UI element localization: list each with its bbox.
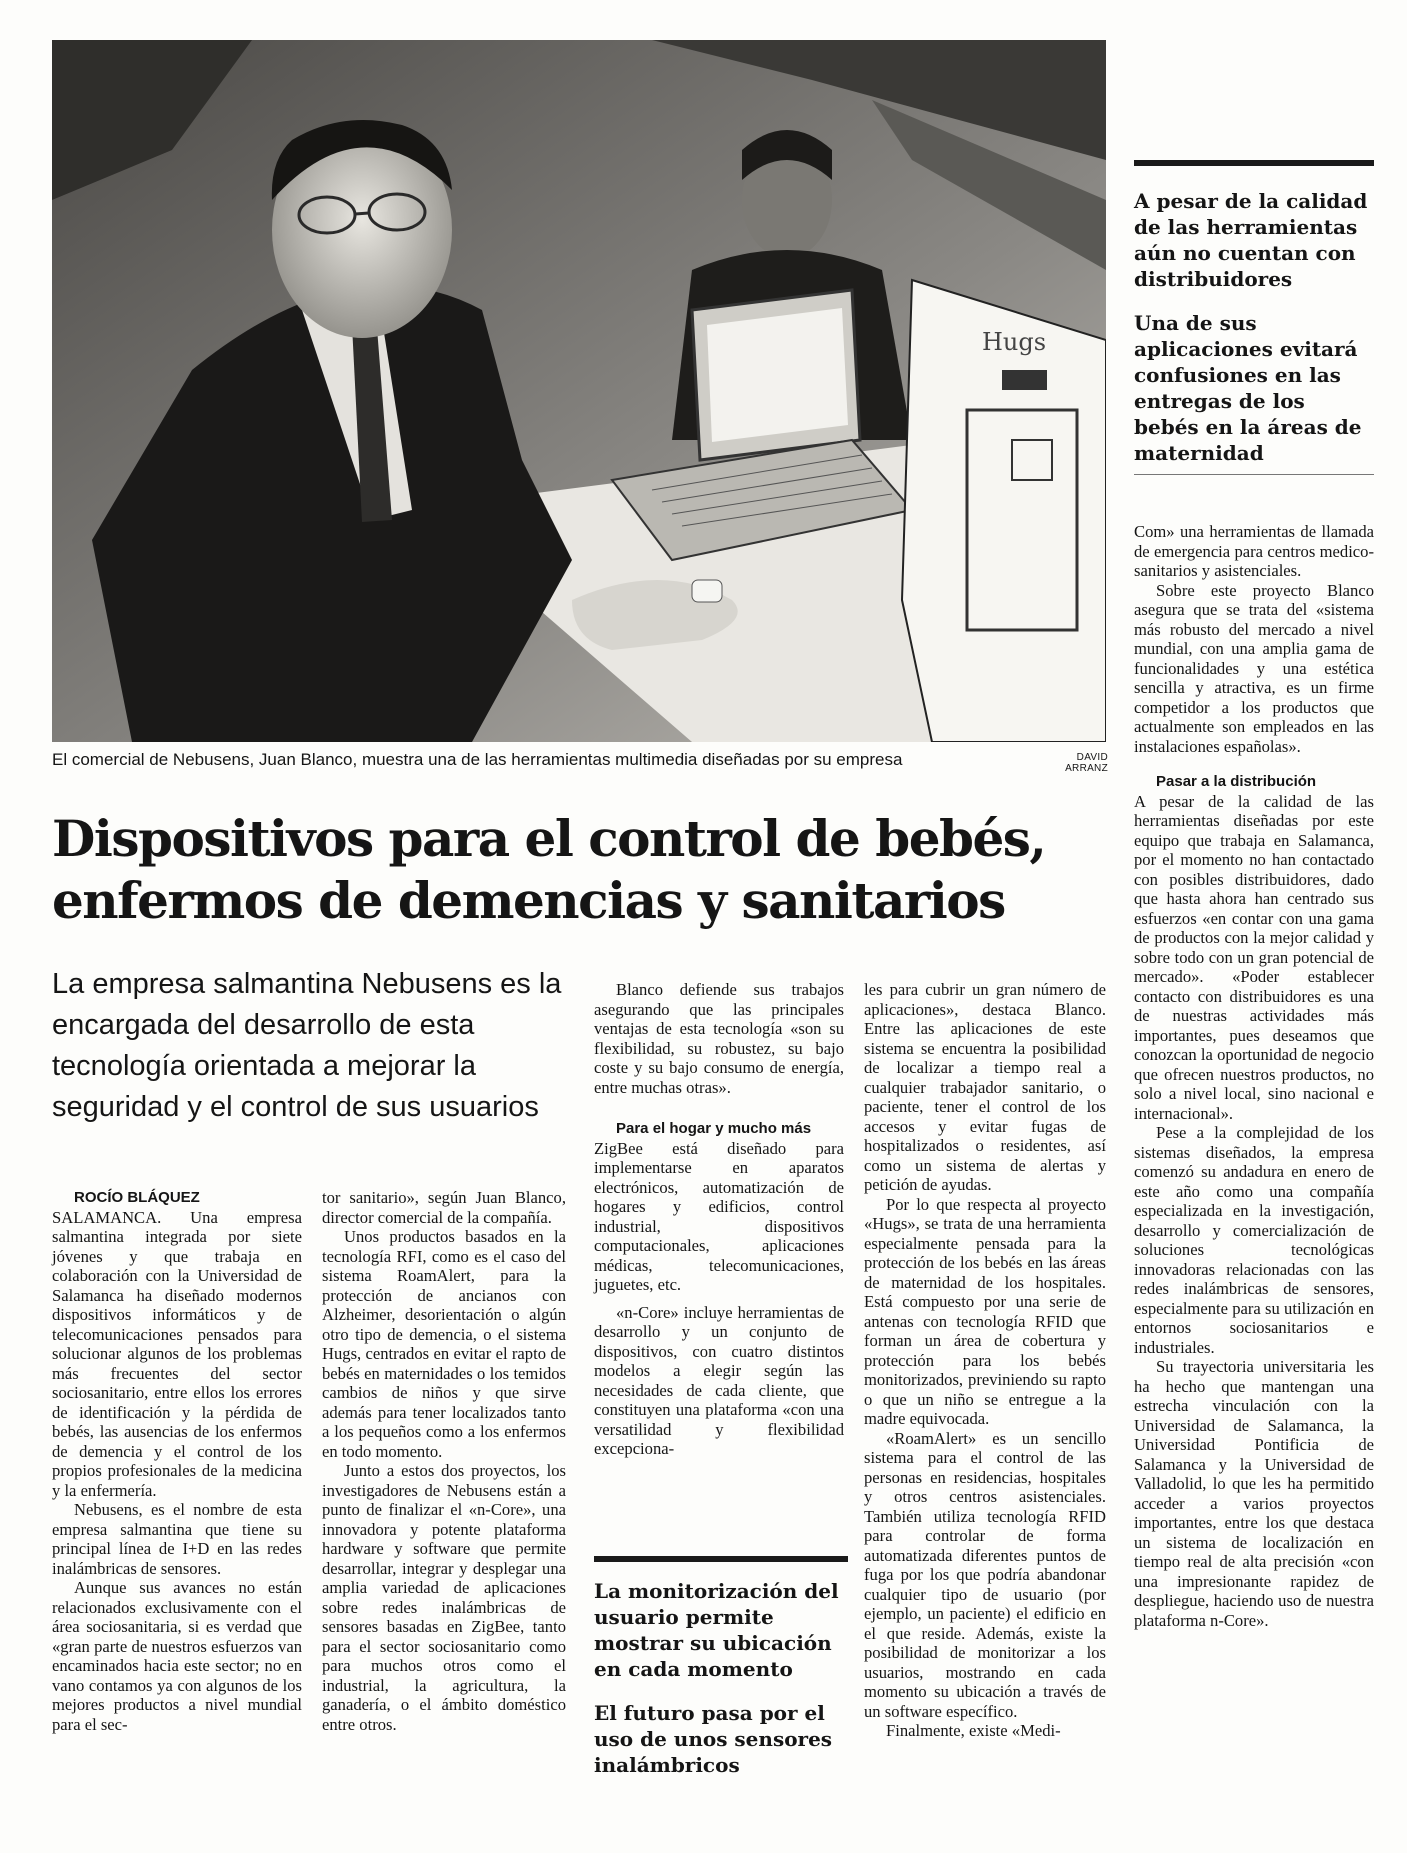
paragraph: tor sanitario», según Juan Blanco, director comercial de la compañía.	[322, 1188, 566, 1227]
paragraph: «n-Core» incluye herramientas de desarrollo y un conjunto de dispositivos, con cuatro distintos modelos a elegir según las necesidades de cada cliente, que constituyen una plataforma «con una versatilidad y flexibilidad excepciona-	[594, 1302, 844, 1458]
paragraph: Unos productos basados en la tecnología RFI, como es el caso del sistema RoamAlert, para la protección de ancianos con Alzheimer, desorientación o algún otro tipo de demencia, o el sistema Hugs, centrados en evitar el rapto de bebés en maternidades o los temidos cambios de niños y que sirve además para tener localizados tanto a los pequeños como a los enfermos en todo momento.	[322, 1227, 566, 1461]
pullquote-box	[594, 1578, 848, 1796]
column-3	[594, 980, 844, 1459]
paragraph: Junto a estos dos proyectos, los investigadores de Nebusens están a punto de finalizar el «n-Core», una innovadora y potente plataforma hardware y software que permite desarrollar, integrar y desplegar una amplia variedad de aplicaciones sobre redes inalámbricas de sensores basadas en ZigBee, tanto para el sector sociosanitario como para muchos otros como el industrial, la agricultura, la ganadería, o el ámbito doméstico entre otros.	[322, 1461, 566, 1734]
column-5	[1134, 522, 1374, 1630]
byline: ROCÍO BLÁQUEZ	[74, 1189, 200, 1206]
sidebar-divider	[1134, 474, 1374, 475]
paragraph: Sobre este proyecto Blanco asegura que se trata del «sistema más robusto del mercado a nivel mundial, con una amplia gama de funcionalidades y una estética sencilla y atractiva, es un firme competidor a los productos que actualmente son empleados en las instalaciones españolas».	[1134, 580, 1374, 756]
photo-credit: DAVID ARRANZ	[1065, 752, 1108, 774]
paragraph: ZigBee está diseñado para implementarse en aparatos electrónicos, automatización de hogares y edificios, control industrial, dispositivos computacionales, aplicaciones médicas, telecomunicaciones, juguetes, etc.	[594, 1138, 844, 1294]
paragraph: Pese a la complejidad de los sistemas diseñados, la empresa comenzó su andadura en enero de este año como una compañía especializada en la investigación, desarrollo y comercialización de soluciones tecnológicas innovadoras relacionadas con las redes inalámbricas de sensores, especialmente para su utilización en entornos sociosanitarios e industriales.	[1134, 1123, 1374, 1357]
paragraph: Por lo que respecta al proyecto «Hugs», se trata de una herramienta especialmente pensada para la protección de los bebés en las áreas de maternidad de los hospitales. Está compuesto por una serie de antenas con tecnología RFID que forman un área de cobertura y protección para los bebés monitorizados, previniendo su rapto o que un niño se entregue a la madre equivocada.	[864, 1194, 1106, 1428]
paragraph: Blanco defiende sus trabajos asegurando que las principales ventajas de esta tecnología «son su flexibilidad, su robustez, su bajo coste y su bajo consumo de energía, entre muchas otras».	[594, 980, 844, 1097]
paragraph: Aunque sus avances no están relacionados exclusivamente con el área sociosanitaria, si es verdad que «gran parte de nuestros esfuerzos van encaminados hacia este sector; no en vano contamos ya con algunos de los mejores productos a nivel mundial para el sec-	[52, 1578, 302, 1734]
column-2	[322, 1188, 566, 1734]
column-4	[864, 980, 1106, 1741]
paragraph: Com» una herramientas de llamada de emergencia para centros medico-sanitarios y asistenciales.	[1134, 522, 1374, 580]
deck: La empresa salmantina Nebusens es la encargada del desarrollo de esta tecnología orientada a mejorar la seguridad y el control de sus usuarios	[52, 968, 562, 1123]
sidebar-pullquote-1: A pesar de la calidad de las herramientas aún no cuentan con distribuidores	[1134, 189, 1368, 291]
column-1	[52, 1188, 302, 1734]
paragraph: «RoamAlert» es un sencillo sistema para el control de las personas en residencias, hospitales y otros centros asistenciales. También utiliza tecnología RFID para controlar de forma automatizada diferentes puntos de fuga por los que podría abandonar cualquier tipo de usuario (por ejemplo, un paciente) el edificio en el que reside. Además, existe la posibilidad de monitorizar a los usuarios, mostrando en cada momento su ubicación a través de un software específico.	[864, 1428, 1106, 1721]
poster-label: Hugs	[982, 328, 1047, 356]
article-photo	[52, 40, 1106, 742]
sidebar-rule	[1134, 160, 1374, 166]
sidebar-pullquote-2: Una de sus aplicaciones evitará confusiones en las entregas de los bebés en la áreas de maternidad	[1134, 311, 1362, 465]
paragraph: les para cubrir un gran número de aplicaciones», destaca Blanco. Entre las aplicaciones de este sistema se encuentra la posibilidad de localizar a tiempo real a cualquier trabajador sanitario, o paciente, tener el control de los accesos y evitar fugas de hospitalizados o residentes, así como un sistema de alertas y petición de ayudas.	[864, 980, 1106, 1194]
headline: Dispositivos para el control de bebés, enfermos de demencias y sanitarios	[52, 809, 1046, 930]
subhead-hogar: Para el hogar y mucho más	[616, 1120, 812, 1137]
paragraph: Su trayectoria universitaria les ha hecho que mantengan una estrecha vinculación con la Universidad de Salamanca, la Universidad Pontificia de Salamanca y la Universidad de Valladolid, lo que les ha permitido acceder a varios proyectos importantes, entre los que destaca un sistema de localización en tiempo real de alta precisión «con una impresionante rapidez de despliegue, haciendo uso de nuestra plataforma n-Core».	[1134, 1357, 1374, 1630]
pullquote-2: El futuro pasa por el uso de unos sensores inalámbricos	[594, 1701, 833, 1777]
subhead-distribucion: Pasar a la distribución	[1156, 773, 1317, 790]
paragraph: SALAMANCA. Una empresa salmantina integrada por siete jóvenes y que trabaja en colaboración con la Universidad de Salamanca ha diseñado modernos dispositivos informáticos y de telecomunicaciones pensados para solucionar algunos de los problemas más frecuentes del sector sociosanitario, entre ellos los errores de identificación y la pérdida de bebés, las ausencias de los enfermos de demencia y el control de los propios profesionales de la medicina y la enfermería.	[52, 1207, 302, 1500]
pullquote-rule	[594, 1556, 848, 1562]
sidebar-pullquotes	[1134, 188, 1374, 484]
photo-caption: El comercial de Nebusens, Juan Blanco, muestra una de las herramientas multimedia diseñadas por su empresa	[52, 750, 903, 769]
photo-illustration	[52, 40, 1106, 742]
paragraph: A pesar de la calidad de las herramientas diseñadas por este equipo que trabaja en Salamanca, por el momento no han contactado con posibles distribuidores, dado que hasta ahora han centrado sus esfuerzos «en contar con una gama de productos con la mejor calidad y sobre todo con un gran potencial de mercado». «Poder establecer contacto con distribuidores es una de nuestras actividades más importantes, pues deseamos que conozcan la oportunidad de negocio que ofrecen nuestros productos, no solo a nivel local, sino nacional e internacional».	[1134, 791, 1374, 1123]
paragraph: Nebusens, es el nombre de esta empresa salmantina que tiene su principal línea de I+D en las redes inalámbricas de sensores.	[52, 1500, 302, 1578]
paragraph: Finalmente, existe «Medi-	[886, 1721, 1061, 1740]
pullquote-1: La monitorización del usuario permite mostrar su ubicación en cada momento	[594, 1579, 839, 1681]
